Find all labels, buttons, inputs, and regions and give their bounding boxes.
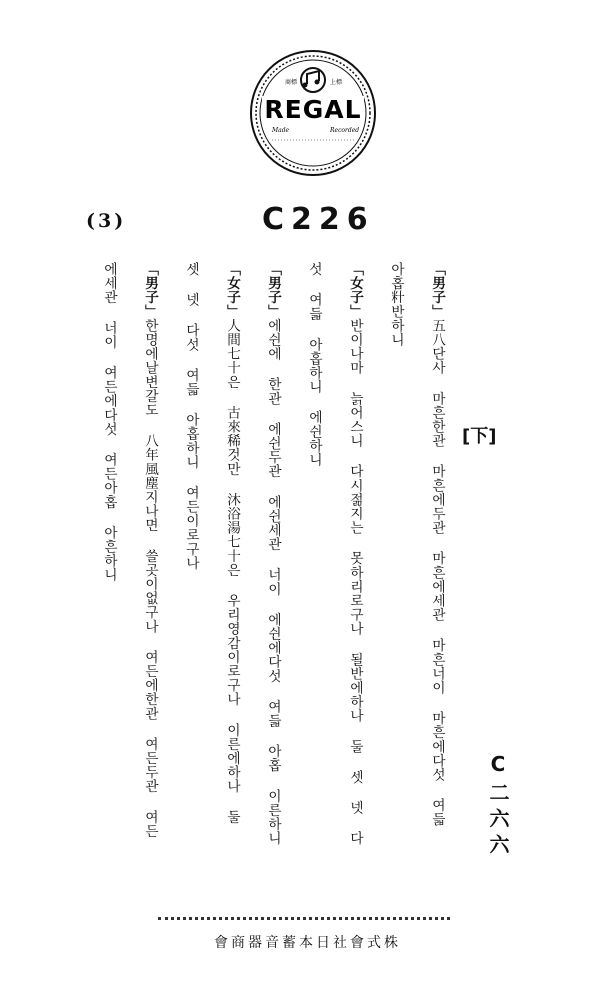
regal-logo bbox=[248, 48, 378, 178]
lyric-column bbox=[98, 262, 120, 912]
logo-left-caption: 商標 bbox=[285, 79, 298, 86]
lyric-text: 아홉籵반하니 bbox=[388, 262, 404, 347]
lyric-text: 셋 넷 다섯 여듧 아홉하니 여든이로구나 bbox=[183, 262, 199, 571]
side-label: [下] bbox=[462, 426, 497, 447]
side-catalog-code: C二六六 bbox=[486, 752, 510, 860]
logo-brand: REGAL bbox=[264, 95, 362, 124]
lyric-column bbox=[426, 262, 448, 912]
dotted-divider bbox=[158, 917, 450, 920]
speaker-label: 「女子」 bbox=[224, 262, 240, 319]
catalog-number: C226 bbox=[262, 202, 375, 237]
lyric-text: 五八단사 마흔한관 마흔에두관 마흔에세관 마흔너이 마흔에다섯 여듧 bbox=[429, 318, 445, 827]
logo-right-caption: 上標 bbox=[330, 79, 343, 86]
lyric-column bbox=[303, 262, 325, 912]
regal-logo-seal bbox=[248, 48, 378, 178]
lyric-column bbox=[139, 262, 161, 912]
speaker-label: 「男子」 bbox=[429, 262, 445, 319]
logo-sub-left: Made bbox=[272, 127, 290, 134]
lyrics-block bbox=[98, 262, 448, 912]
lyric-text: 반이나마 늙어스니 다시젊지는 못하리로구나 될반에하나 둘 셋 넷 다 bbox=[347, 318, 363, 846]
lyric-text: 에세관 너이 여든에다섯 여든아홉 아흔하니 bbox=[101, 262, 117, 582]
lyric-column bbox=[344, 262, 366, 912]
publisher-footer bbox=[0, 932, 615, 952]
page-number: (3) bbox=[86, 210, 127, 232]
speaker-label: 「男子」 bbox=[265, 262, 281, 319]
lyric-column bbox=[221, 262, 243, 912]
lyric-text: 人間七十은 古來稀것만 沐浴湯七十은 우리영감이로구나 이른에하나 둘 bbox=[224, 318, 240, 824]
lyric-text: 한명에날변갈도 八年風塵지나면 쓸곳이없구나 여든에한관 여든두관 여든 bbox=[142, 318, 158, 839]
publisher-name: 株式會社日本蓄音器商會 bbox=[214, 935, 401, 951]
speaker-label: 「男子」 bbox=[142, 262, 158, 319]
lyric-column bbox=[385, 262, 407, 912]
lyric-column bbox=[180, 262, 202, 912]
lyric-text: 섯 여듧 아홉하니 에쉰하니 bbox=[306, 262, 322, 467]
logo-sub-right: Recorded bbox=[330, 127, 360, 134]
speaker-label: 「女子」 bbox=[347, 262, 363, 319]
lyric-column bbox=[262, 262, 284, 912]
lyric-text: 에쉰에 한관 에쉰두관 에쉰세관 너이 에쉰에다섯 여듧 아홉 이른하니 bbox=[265, 318, 281, 846]
